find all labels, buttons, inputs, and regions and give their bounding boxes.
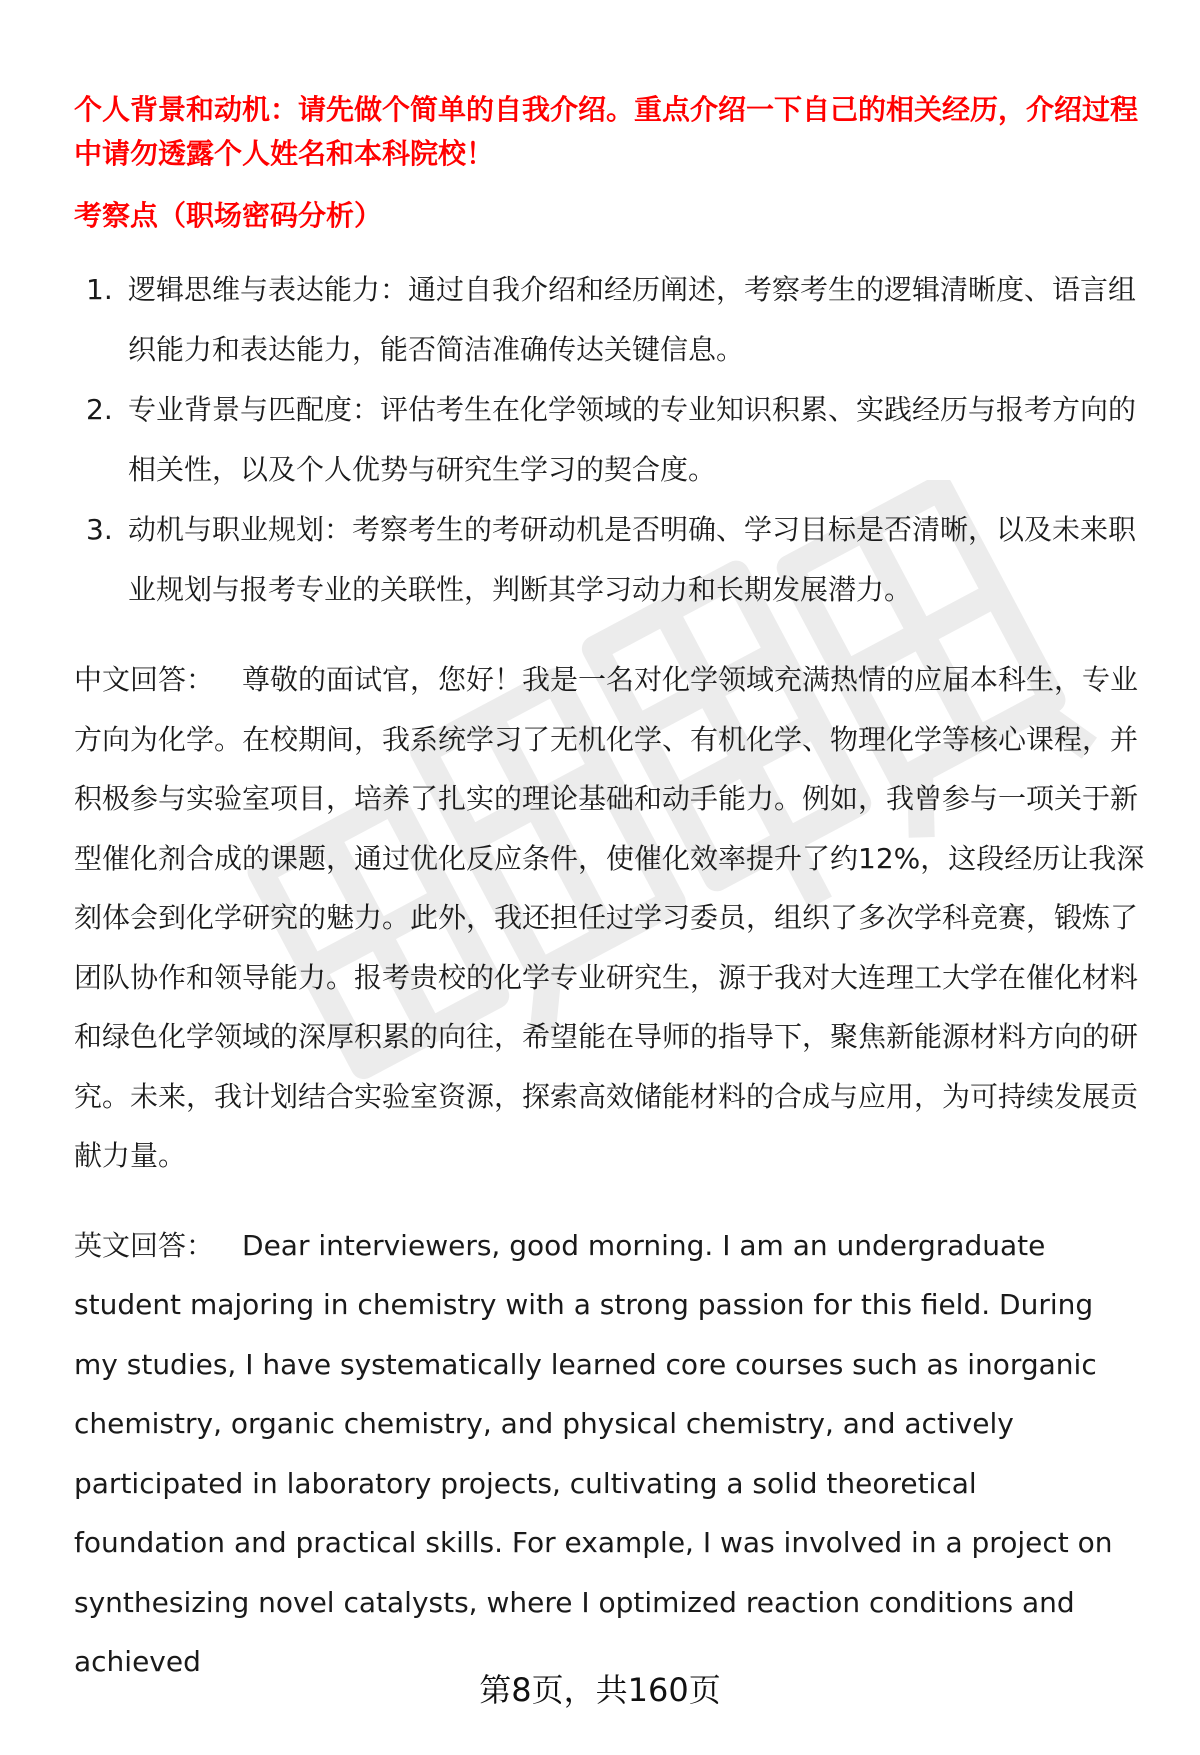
list-item-number: 2. [86, 393, 113, 426]
analysis-title: 考察点（职场密码分析） [74, 199, 383, 232]
list-item [74, 380, 1156, 500]
english-answer [74, 1216, 1156, 1692]
document-page [74, 88, 1156, 1692]
analysis-points-list [74, 260, 1156, 620]
list-item-text: 专业背景与匹配度：评估考生在化学领域的专业知识积累、实践经历与报考方向的相关性，以及个人优势与研究生学习的契合度。 [128, 393, 1137, 486]
list-item [74, 500, 1156, 620]
list-item-text: 逻辑思维与表达能力：通过自我介绍和经历阐述，考察考生的逻辑清晰度、语言组织能力和表达能力，能否简洁准确传达关键信息。 [128, 273, 1137, 366]
list-item-number: 1. [86, 273, 113, 306]
chinese-answer-label: 中文回答： [74, 663, 215, 696]
list-item-number: 3. [86, 513, 113, 546]
english-answer-label: 英文回答： [74, 1228, 215, 1262]
page-number-footer: 第8页，共160页 [479, 1671, 721, 1709]
list-item [74, 260, 1156, 380]
question-heading: 个人背景和动机：请先做个简单的自我介绍。重点介绍一下自己的相关经历，介绍过程中请勿透露个人姓名和本科院校！ [74, 93, 1139, 170]
chinese-answer-text: 尊敬的面试官，您好！我是一名对化学领域充满热情的应届本科生，专业方向为化学。在校期间，我系统学习了无机化学、有机化学、物理化学等核心课程，并积极参与实验室项目，培养了扎实的理论基础和动手能力。例如，我曾参与一项关于新型催化剂合成的课题，通过优化反应条件，使催化效率提升了约12%，这段经历让我深刻体会到化学研究的魅力。此外，我还担任过学习委员，组织了多次学科竞赛，锻炼了团队协作和领导能力。报考贵校的化学专业研究生，源于我对大连理工大学在催化材料和绿色化学领域的深厚积累的向往，希望能在导师的指导下，聚焦新能源材料方向的研究。未来，我计划结合实验室资源，探索高效储能材料的合成与应用，为可持续发展贡献力量。 [74, 663, 1145, 1172]
chinese-answer [74, 650, 1156, 1186]
english-answer-text: Dear interviewers, good morning. I am an undergraduate student majoring in chemistry with a strong passion for this field. During my studies, I have systematically learned core courses such as inorganic chemistry, organic chemistry, and physical chemistry, and actively participated in laboratory projects, cultivating a solid theoretical foundation and practical skills. For example, I was involved in a project on synthesizing novel catalysts, where I optimized reaction conditions and achieved [74, 1228, 1113, 1678]
list-item-text: 动机与职业规划：考察考生的考研动机是否明确、学习目标是否清晰，以及未来职业规划与报考专业的关联性，判断其学习动力和长期发展潜力。 [128, 513, 1137, 606]
